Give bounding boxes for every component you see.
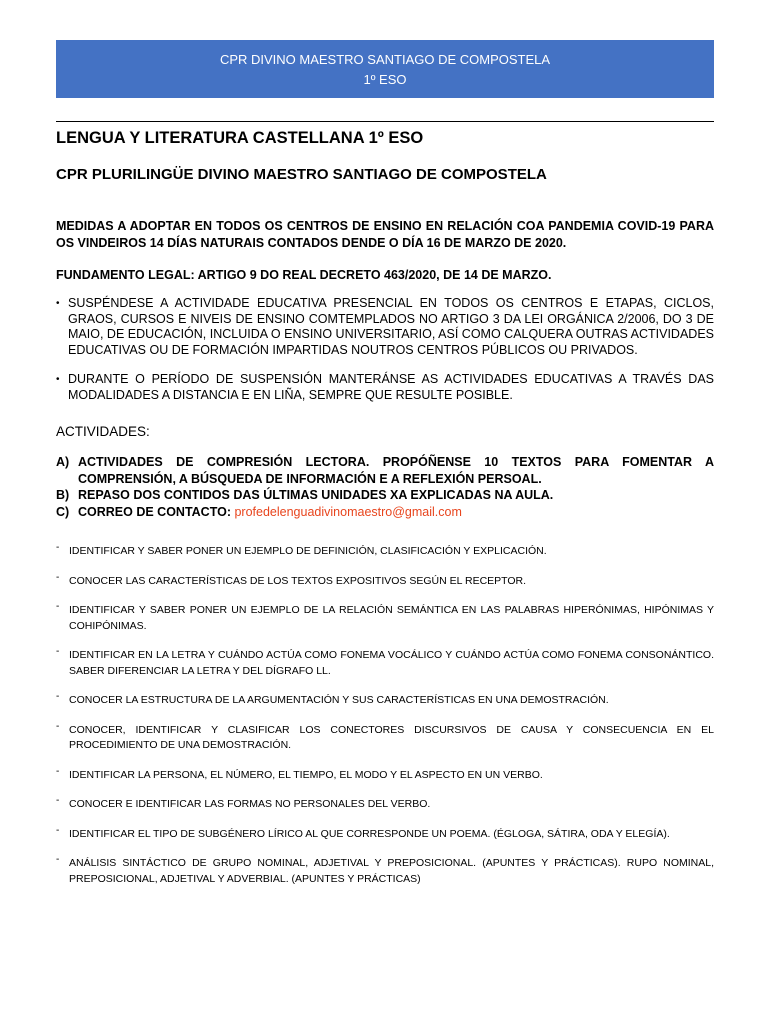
list-item [56,648,714,679]
list-item [56,765,714,784]
objective-text: ANÁLISIS SINTÁCTICO DE GRUPO NOMINAL, ADJETIVAL Y PREPOSICIONAL. (APUNTES Y PRÁCTICAS). RUPO NOMINAL, PREPOSICIONAL, ADJETIVAL Y ADVERBIAL. (APUNTES Y PRÁCTICAS) [69,857,714,885]
activity-text: ACTIVIDADES DE COMPRESIÓN LECTORA. PROPÓÑENSE 10 TEXTOS PARA FOMENTAR A COMPRENSIÓN, A BÚSQUEDA DE INFORMACIÓN E A REFLEXIÓN PERSOAL. [78,455,714,486]
header-divider [56,121,714,122]
objective-text: IDENTIFICAR EL TIPO DE SUBGÉNERO LÍRICO AL QUE CORRESPONDE UN POEMA. (ÉGLOGA, SÁTIRA, ODA Y ELEGÍA). [69,827,670,840]
bullet-text: SUSPÉNDESE A ACTIVIDADE EDUCATIVA PRESENCIAL EN TODOS OS CENTROS E ETAPAS, CICLOS, GRAOS, CURSOS E NIVEIS DE ENSINO COMTEMPLADOS NO ARTIGO 3 DA LEI ORGÁNICA 2/2006, DO 3 DE MAIO, DE EDUCACIÓN, INCLUIDA O ENSINO UNIVERSITARIO, ASÍ COMO CALQUERA OUTRAS ACTIVIDADES EDUCATIVAS OU DE FORMACIÓN IMPARTIDAS NOUTROS CENTROS PÚBLICOS OU PRIVADOS. [68,296,714,357]
bullet-text: DURANTE O PERÍODO DE SUSPENSIÓN MANTERÁNSE AS ACTIVIDADES EDUCATIVAS A TRAVÉS DAS MODALIDADES A DISTANCIA E EN LIÑA, SEMPRE QUE RESULTE POSIBLE. [68,372,714,402]
dash-icon: - [56,646,60,657]
dash-icon: - [56,854,60,865]
banner-grade: 1º ESO [363,72,407,87]
list-item [56,693,714,709]
activity-marker: B) [56,488,70,502]
dash-icon: - [56,720,60,732]
dash-icon: - [56,824,60,836]
bullet-list [56,296,714,403]
legal-basis: FUNDAMENTO LEGAL: ARTIGO 9 DO REAL DECRETO 463/2020, DE 14 DE MARZO. [56,268,552,282]
document-subtitle: CPR PLURILINGÜE DIVINO MAESTRO SANTIAGO DE COMPOSTELA [56,166,547,183]
banner-school-name: CPR DIVINO MAESTRO SANTIAGO DE COMPOSTELA [219,52,551,67]
bullet-icon: • [56,374,60,385]
dash-icon: - [56,601,60,612]
activity-item [56,487,714,504]
objective-text: IDENTIFICAR EN LA LETRA Y CUÁNDO ACTÚA COMO FONEMA VOCÁLICO Y CUÁNDO ACTÚA COMO FONEMA CONSONÁNTICO. SABER DIFERENCIAR LA LETRA Y DEL DÍGRAFO LL. [69,649,714,677]
activity-text: REPASO DOS CONTIDOS DAS ÚLTIMAS UNIDADES XA EXPLICADAS NA AULA. [78,488,554,502]
dash-icon: - [56,691,60,702]
dash-icon: - [56,571,60,583]
list-item [56,296,714,358]
list-item [56,824,714,843]
dash-icon: - [56,795,60,806]
activity-marker: A) [56,455,70,469]
objectives-list [56,544,714,887]
objective-text: IDENTIFICAR Y SABER PONER UN EJEMPLO DE LA RELACIÓN SEMÁNTICA EN LAS PALABRAS HIPERÓNIMAS, HIPÓNIMAS Y COHIPÓNIMAS. [69,604,714,632]
list-item [56,720,714,754]
list-item [56,856,714,887]
list-item [56,571,714,590]
list-item [56,603,714,634]
objective-text: CONOCER LA ESTRUCTURA DE LA ARGUMENTACIÓN Y SUS CARACTERÍSTICAS EN UNA DEMOSTRACIÓN. [69,694,609,706]
objective-text: IDENTIFICAR LA PERSONA, EL NÚMERO, EL TIEMPO, EL MODO Y EL ASPECTO EN UN VERBO. [69,768,543,781]
objective-text: IDENTIFICAR Y SABER PONER UN EJEMPLO DE DEFINICIÓN, CLASIFICACIÓN Y EXPLICACIÓN. [69,545,547,557]
activity-item [56,454,714,487]
header-banner [56,40,714,98]
list-item [56,797,714,813]
document-title: LENGUA Y LITERATURA CASTELLANA 1º ESO [56,129,424,147]
measures-paragraph: MEDIDAS A ADOPTAR EN TODOS OS CENTROS DE ENSINO EN RELACIÓN COA PANDEMIA COVID-19 PARA OS VINDEIROS 14 DÍAS NATURAIS CONTADOS DENDE O DÍA 16 DE MARZO DE 2020. [56,219,714,250]
list-item [56,372,714,403]
activities-heading: ACTIVIDADES: [56,424,150,439]
activity-item [56,504,714,521]
objective-text: CONOCER E IDENTIFICAR LAS FORMAS NO PERSONALES DEL VERBO. [69,798,431,810]
document-body [56,124,714,901]
activity-text: CORREO DE CONTACTO: [78,504,235,519]
contact-email-link[interactable]: profedelenguadivinomaestro@gmail.com [234,504,462,519]
activity-marker: C) [56,504,70,519]
bullet-icon: • [56,298,60,309]
dash-icon: - [56,765,60,777]
objective-text: CONOCER LAS CARACTERÍSTICAS DE LOS TEXTOS EXPOSITIVOS SEGÚN EL RECEPTOR. [69,574,527,587]
objective-text: CONOCER, IDENTIFICAR Y CLASIFICAR LOS CONECTORES DISCURSIVOS DE CAUSA Y CONSECUENCIA EN EL PROCEDIMIENTO DE UNA DEMOSTRACIÓN. [69,723,714,751]
list-item [56,544,714,560]
activities-list [56,454,714,520]
dash-icon: - [56,542,60,553]
